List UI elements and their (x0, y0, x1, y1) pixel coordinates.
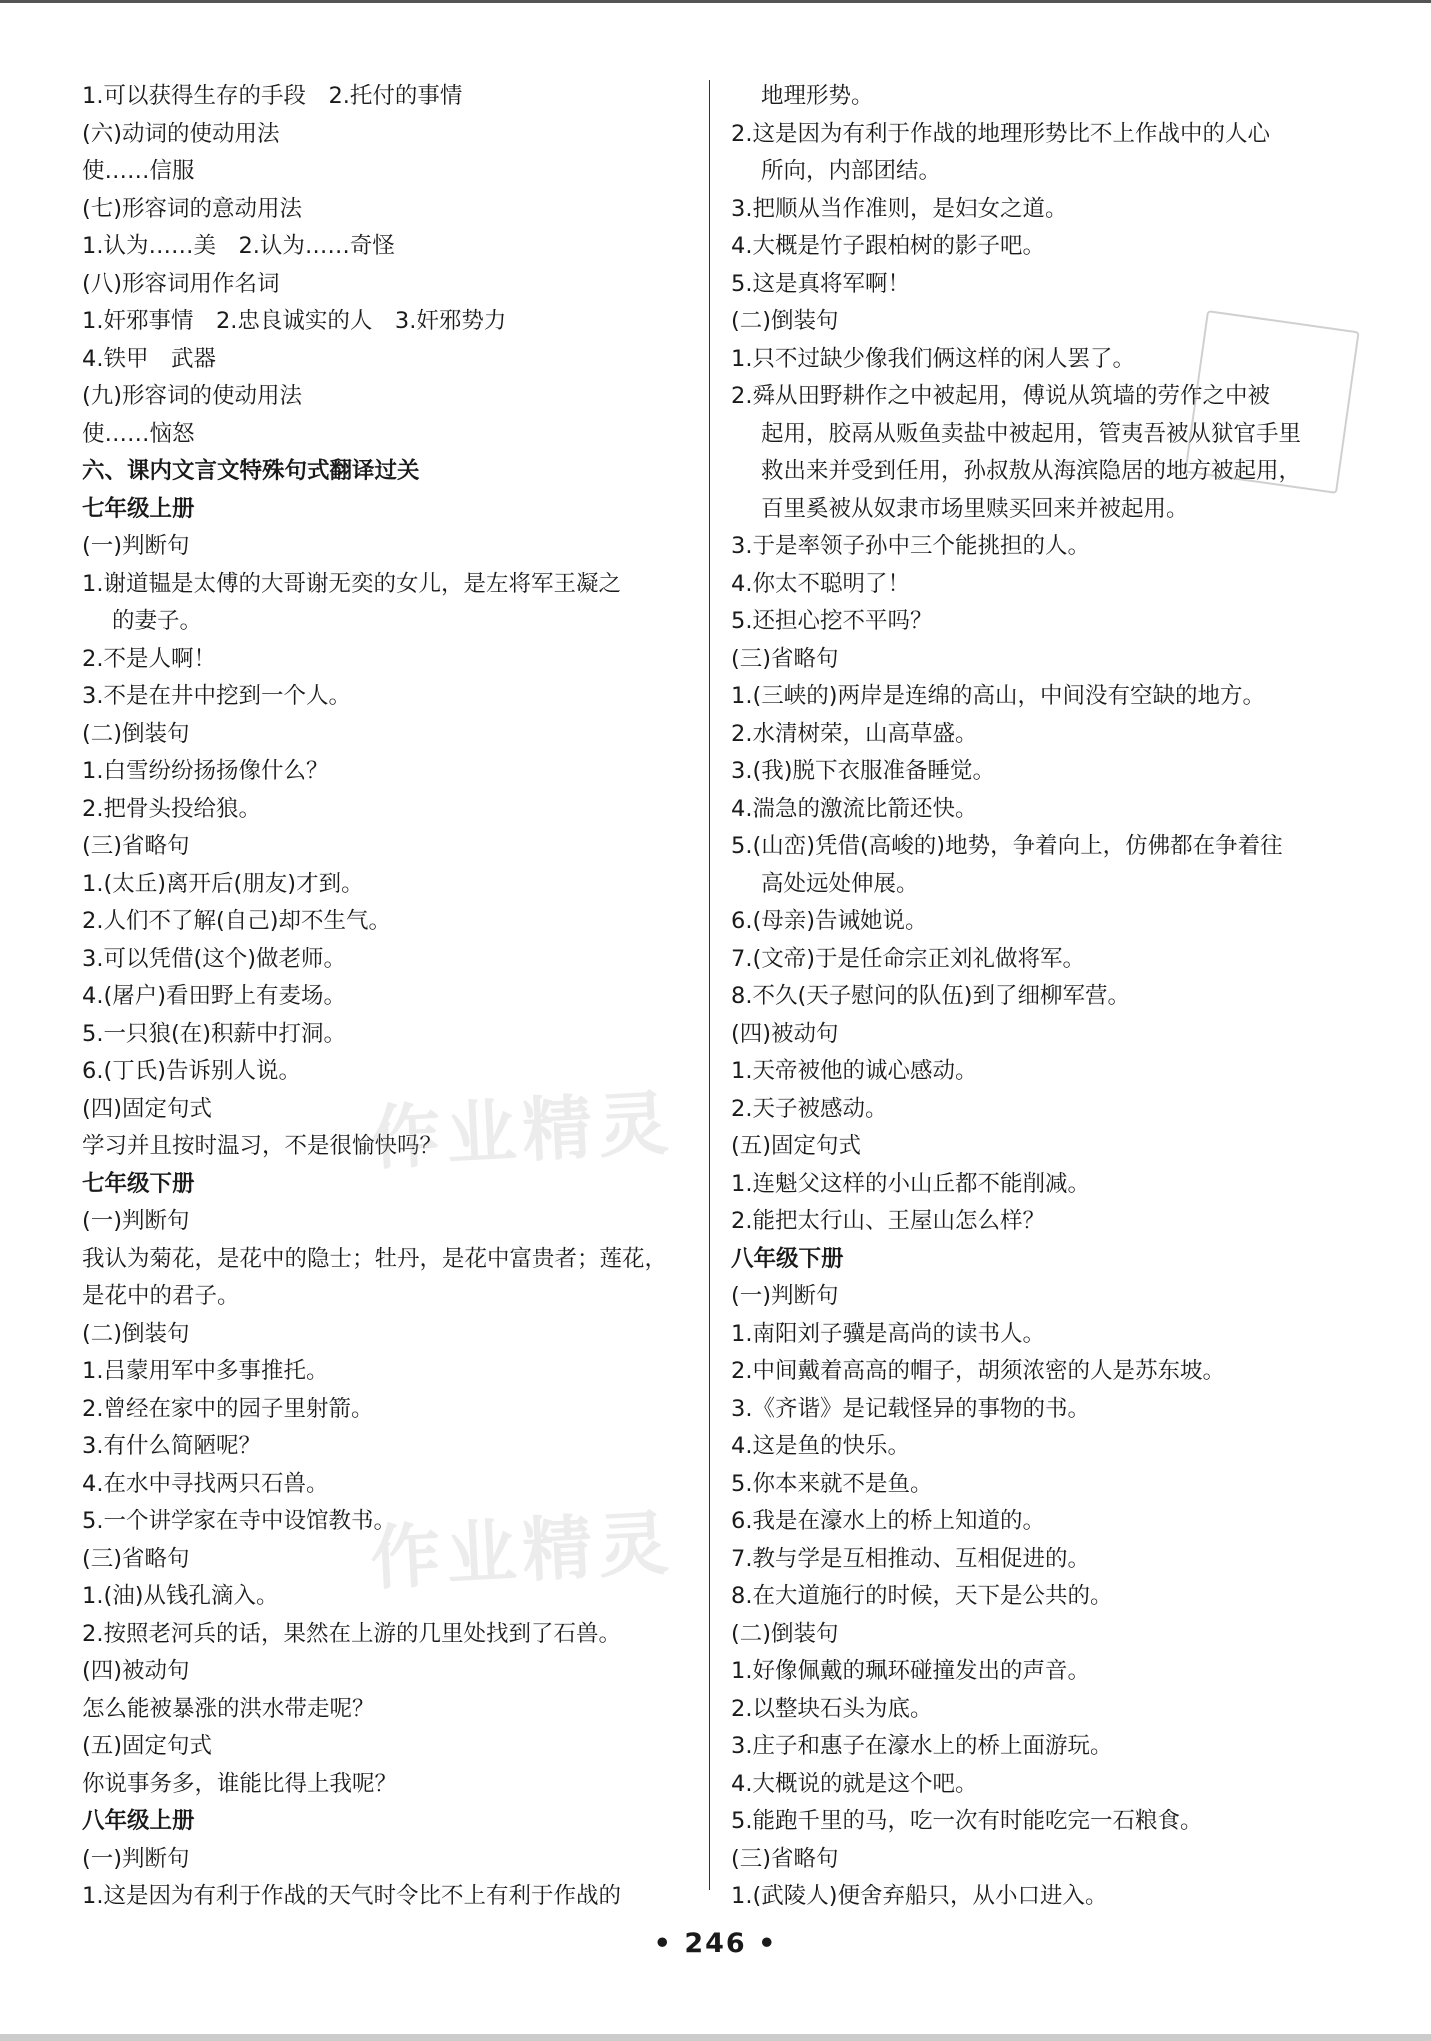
text-line: 2.以整块石头为底。 (731, 1695, 933, 1722)
text-line: (五)固定句式 (731, 1133, 862, 1159)
text-line: (六)动词的使动用法 (82, 120, 280, 147)
text-line: 5.一只狼(在)积薪中打洞。 (82, 1020, 347, 1047)
text-line: 2.这是因为有利于作战的地理形势比不上作战中的人心 (731, 120, 1270, 147)
text-line: 1.可以获得生存的手段 2.托付的事情 (82, 83, 463, 109)
text-line: 1.奸邪事情 2.忠良诚实的人 3.奸邪势力 (82, 308, 507, 334)
text-line: 3.把顺从当作准则，是妇女之道。 (731, 195, 1068, 222)
text-line: 3.(我)脱下衣服准备睡觉。 (731, 758, 996, 784)
text-line: 1.只不过缺少像我们俩这样的闲人罢了。 (731, 345, 1135, 372)
text-line: (四)被动句 (731, 1020, 839, 1047)
text-line: 5.一个讲学家在寺中设馆教书。 (82, 1508, 396, 1534)
text-line: (九)形容词的使动用法 (82, 383, 303, 409)
text-line: (四)固定句式 (82, 1095, 213, 1122)
text-line: 4.大概说的就是这个吧。 (731, 1770, 978, 1797)
text-line: 你说事务多，谁能比得上我呢？ (82, 1770, 398, 1797)
text-line: 的妻子。 (112, 608, 203, 634)
text-line: 4.这是鱼的快乐。 (731, 1433, 910, 1459)
text-line: 2.天子被感动。 (731, 1095, 888, 1122)
text-line: 7.(文帝)于是任命宗正刘礼做将军。 (731, 945, 1086, 972)
section-heading: 八年级下册 (731, 1245, 844, 1272)
text-line: (三)省略句 (731, 1845, 839, 1872)
text-line: 2.能把太行山、王屋山怎么样？ (731, 1208, 1045, 1234)
bottom-rule (0, 2034, 1431, 2041)
text-line: 4.在水中寻找两只石兽。 (82, 1470, 329, 1497)
text-line: (一)判断句 (82, 1208, 190, 1234)
text-line: 4.你太不聪明了！ (731, 570, 910, 597)
text-line: 1.(油)从钱孔滴入。 (82, 1583, 279, 1609)
top-rule (0, 0, 1431, 3)
text-line: (二)倒装句 (731, 308, 839, 334)
section-heading: 六、课内文言文特殊句式翻译过关 (82, 458, 420, 484)
stamp-mark (1184, 310, 1359, 494)
text-line: 1.(武陵人)便舍弃船只，从小口进入。 (731, 1883, 1108, 1909)
text-line: (五)固定句式 (82, 1733, 213, 1759)
text-line: 使……恼怒 (82, 420, 195, 447)
text-line: 2.水清树荣，山高草盛。 (731, 720, 978, 747)
text-line: 高处远处伸展。 (761, 870, 919, 897)
watermark-lower: 作业精灵 (368, 1501, 677, 1600)
text-line: 5.(山峦)凭借(高峻的)地势，争着向上，仿佛都在争着往 (731, 833, 1283, 859)
text-line: 1.南阳刘子骥是高尚的读书人。 (731, 1320, 1045, 1347)
text-line: (四)被动句 (82, 1658, 190, 1684)
text-line: (一)判断句 (82, 533, 190, 559)
text-line: 起用，胶鬲从贩鱼卖盐中被起用，管夷吾被从狱官手里 (761, 420, 1302, 447)
text-line: 8.在大道施行的时候，天下是公共的。 (731, 1583, 1113, 1609)
section-heading: 七年级下册 (82, 1170, 195, 1197)
text-line: (二)倒装句 (82, 1320, 190, 1347)
text-line: (三)省略句 (82, 1545, 190, 1572)
text-line: (一)判断句 (731, 1283, 839, 1309)
text-line: 1.谢道韫是太傅的大哥谢无奕的女儿，是左将军王凝之 (82, 570, 621, 597)
text-line: 1.好像佩戴的珮环碰撞发出的声音。 (731, 1658, 1090, 1684)
text-line: 5.这是真将军啊！ (731, 270, 910, 297)
text-line: 3.于是率领子孙中三个能挑担的人。 (731, 533, 1090, 559)
text-line: 2.不是人啊！ (82, 645, 216, 672)
text-line: 3.《齐谐》是记载怪异的事物的书。 (731, 1395, 1090, 1422)
text-line: 3.可以凭借(这个)做老师。 (82, 945, 347, 972)
text-line: (二)倒装句 (82, 720, 190, 747)
text-line: 使……信服 (82, 158, 195, 184)
text-line: 2.舜从田野耕作之中被起用，傅说从筑墙的劳作之中被 (731, 383, 1270, 409)
text-line: 8.不久(天子慰问的队伍)到了细柳军营。 (731, 983, 1131, 1009)
text-line: (一)判断句 (82, 1845, 190, 1872)
text-line: 1.吕蒙用军中多事推托。 (82, 1358, 329, 1384)
text-line: 5.还担心挖不平吗？ (731, 608, 933, 634)
text-line: 1.这是因为有利于作战的天气时令比不上有利于作战的 (82, 1883, 621, 1909)
text-line: 地理形势。 (761, 83, 874, 109)
section-heading: 八年级上册 (82, 1808, 195, 1834)
column-divider (709, 80, 710, 1890)
text-line: (八)形容词用作名词 (82, 270, 280, 297)
text-line: 6.我是在濠水上的桥上知道的。 (731, 1508, 1045, 1534)
text-line: 7.教与学是互相推动、互相促进的。 (731, 1545, 1090, 1572)
text-line: 1.(三峡的)两岸是连绵的高山，中间没有空缺的地方。 (731, 683, 1266, 709)
text-line: 1.(太丘)离开后(朋友)才到。 (82, 870, 364, 897)
text-line: 学习并且按时温习，不是很愉快吗？ (82, 1133, 443, 1159)
section-heading: 七年级上册 (82, 495, 195, 522)
text-line: (三)省略句 (731, 645, 839, 672)
text-line: 2.人们不了解(自己)却不生气。 (82, 908, 392, 934)
text-line: 6.(母亲)告诫她说。 (731, 908, 928, 934)
text-line: 1.白雪纷纷扬扬像什么？ (82, 758, 329, 784)
text-line: 3.不是在井中挖到一个人。 (82, 683, 351, 709)
text-line: 6.(丁氏)告诉别人说。 (82, 1058, 302, 1084)
page-number: • 246 • (653, 1928, 778, 1959)
text-line: 1.认为……美 2.认为……奇怪 (82, 233, 395, 259)
text-line: 1.连魁父这样的小山丘都不能削减。 (731, 1170, 1090, 1197)
text-line: 5.你本来就不是鱼。 (731, 1470, 933, 1497)
text-line: 是花中的君子。 (82, 1283, 240, 1309)
watermark-upper: 作业精灵 (368, 1081, 677, 1180)
text-line: 5.能跑千里的马，吃一次有时能吃完一石粮食。 (731, 1808, 1203, 1834)
text-line: 4.(屠户)看田野上有麦场。 (82, 983, 347, 1009)
text-line: 怎么能被暴涨的洪水带走呢？ (82, 1695, 375, 1722)
text-line: 所向，内部团结。 (761, 158, 942, 184)
text-line: 救出来并受到任用，孙叔敖从海滨隐居的地方被起用， (761, 458, 1302, 484)
text-line: (二)倒装句 (731, 1620, 839, 1647)
text-line: 2.按照老河兵的话，果然在上游的几里处找到了石兽。 (82, 1620, 621, 1647)
text-line: 2.曾经在家中的园子里射箭。 (82, 1395, 374, 1422)
text-line: (七)形容词的意动用法 (82, 195, 303, 222)
text-line: 3.庄子和惠子在濠水上的桥上面游玩。 (731, 1733, 1113, 1759)
left-column (82, 78, 707, 1916)
text-line: 1.天帝被他的诚心感动。 (731, 1058, 978, 1084)
text-line: (三)省略句 (82, 833, 190, 859)
text-line: 3.有什么简陋呢？ (82, 1433, 261, 1459)
text-line: 2.中间戴着高高的帽子，胡须浓密的人是苏东坡。 (731, 1358, 1225, 1384)
text-line: 2.把骨头投给狼。 (82, 795, 261, 822)
text-line: 我认为菊花，是花中的隐士；牡丹，是花中富贵者；莲花， (82, 1245, 668, 1272)
text-line: 4.大概是竹子跟柏树的影子吧。 (731, 233, 1045, 259)
text-line: 4.湍急的激流比箭还快。 (731, 795, 978, 822)
text-line: 百里奚被从奴隶市场里赎买回来并被起用。 (761, 495, 1189, 522)
text-line: 4.铁甲 武器 (82, 345, 216, 372)
